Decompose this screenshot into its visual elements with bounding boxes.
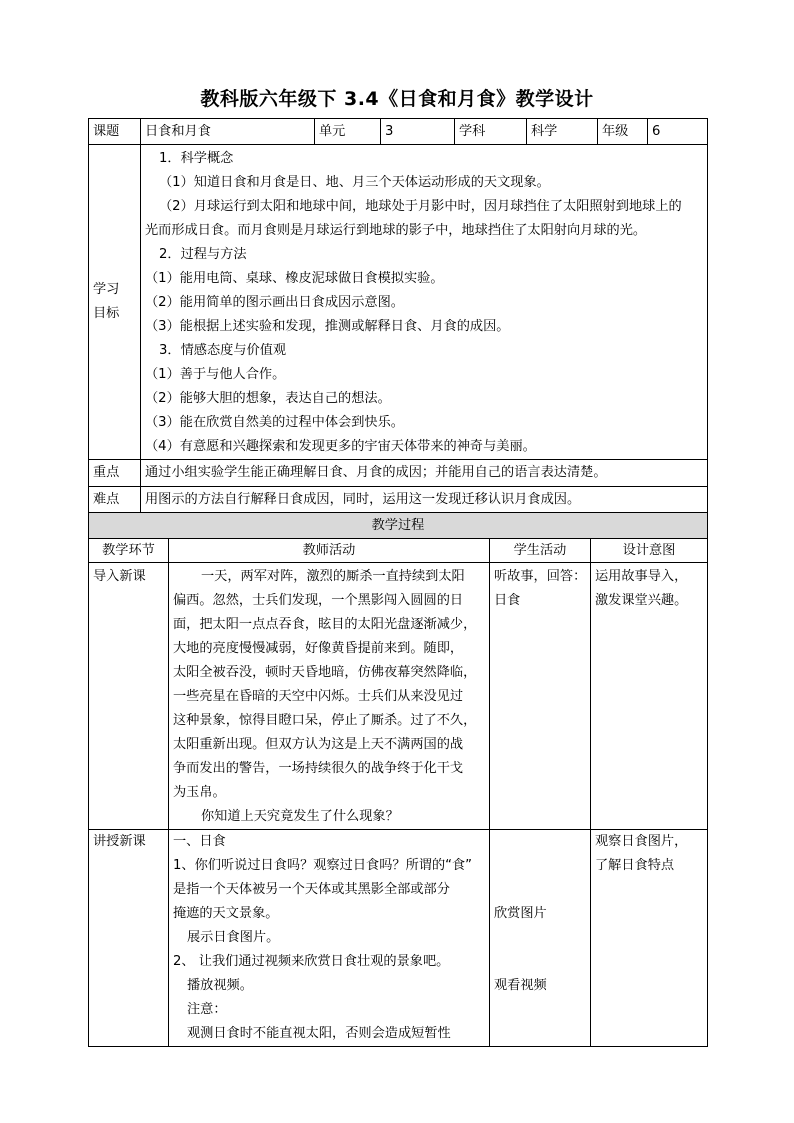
- student-line: 日食: [494, 593, 521, 608]
- intent-line: 了解日食特点: [595, 858, 675, 873]
- difficulty-text: 用图示的方法自行解释日食成因，同时，运用这一发现迁移认识月食成因。: [141, 487, 708, 514]
- teacher-line: 观测日食时不能直视太阳，否则会造成短暂性: [187, 1026, 451, 1041]
- objective-line: 2．过程与方法: [159, 247, 247, 262]
- intro-stage: [89, 563, 169, 830]
- process-header-row: [89, 539, 708, 563]
- teacher-line: 1、你们听说过日食吗？观察过日食吗？所谓的“食”: [173, 858, 472, 873]
- teacher-line: 一天，两军对阵，激烈的厮杀一直持续到太阳: [201, 569, 465, 584]
- teacher-line: 大地的亮度慢慢减弱，好像黄昏提前来到。随即，: [173, 641, 464, 656]
- unit-label: 单元: [315, 119, 381, 145]
- objective-line: （1）能用电筒、桌球、橡皮泥球做日食模拟实验。: [145, 271, 444, 286]
- teacher-line: 一些亮星在昏暗的天空中闪烁。士兵们从来没见过: [173, 689, 464, 704]
- objective-line: （2）能用简单的图示画出日食成因示意图。: [145, 295, 404, 310]
- student-line: 欣赏图片: [494, 906, 547, 921]
- teacher-line: 你知道上天究竟发生了什么现象？: [201, 809, 399, 824]
- header-intent: 设计意图: [591, 539, 708, 563]
- key-point-row: [89, 460, 708, 487]
- topic-value: 日食和月食: [141, 119, 315, 145]
- header-stage: 教学环节: [89, 539, 169, 563]
- info-table: [88, 118, 708, 514]
- objective-line: （2）月球运行到太阳和地球中间，地球处于月影中时，因月球挡住了太阳照射到地球上的: [159, 199, 682, 214]
- teacher-line: 播放视频。: [187, 978, 253, 993]
- objectives-label: [89, 145, 141, 460]
- teacher-line: 掩遮的天文景象。: [173, 906, 279, 921]
- header-student: 学生活动: [490, 539, 591, 563]
- teacher-line: 展示日食图片。: [187, 930, 280, 945]
- teach-teacher: [169, 830, 490, 1047]
- header-teacher: 教师活动: [169, 539, 490, 563]
- teacher-line: 这种景象，惊得目瞪口呆，停止了厮杀。过了不久，: [173, 713, 477, 728]
- teacher-line: 2、 让我们通过视频来欣赏日食壮观的景象吧。: [173, 954, 450, 969]
- objective-line: （1）知道日食和月食是日、地、月三个天体运动形成的天文现象。: [159, 175, 550, 190]
- teacher-line: 注意：: [187, 1002, 227, 1017]
- teacher-line: 一、日食: [173, 834, 226, 849]
- teacher-line: 为玉帛。: [173, 785, 226, 800]
- teach-intent: [591, 830, 708, 1047]
- objective-line: （3）能根据上述实验和发现，推测或解释日食、月食的成因。: [145, 319, 510, 334]
- teacher-line: 太阳全被吞没，顿时天昏地暗，仿佛夜幕突然降临，: [173, 665, 477, 680]
- intro-student: [490, 563, 591, 830]
- teach-stage-text: 讲授新课: [93, 834, 146, 849]
- teacher-line: 争而发出的警告，一场持续很久的战争终于化干戈: [173, 761, 464, 776]
- topic-label: 课题: [89, 119, 141, 145]
- grade-value: 6: [648, 119, 708, 145]
- intro-intent: [591, 563, 708, 830]
- unit-value: 3: [381, 119, 455, 145]
- subject-label: 学科: [455, 119, 527, 145]
- intent-line: 运用故事导入，: [595, 569, 688, 584]
- objective-line: 1．科学概念: [159, 151, 234, 166]
- intro-stage-text: 导入新课: [93, 569, 146, 584]
- teach-stage: [89, 830, 169, 1047]
- objective-line: 光而形成日食。而月食则是月球运行到地球的影子中，地球挡住了太阳射向月球的光。: [145, 223, 647, 238]
- intent-line: 激发课堂兴趣。: [595, 593, 688, 608]
- objective-line: （3）能在欣赏自然美的过程中体会到快乐。: [145, 415, 404, 430]
- objective-line: （4）有意愿和兴趣探索和发现更多的宇宙天体带来的神奇与美丽。: [145, 439, 536, 454]
- info-row: [89, 119, 708, 145]
- objectives-label-line: 学习: [93, 282, 120, 297]
- objectives-row: [89, 145, 708, 460]
- process-table: [88, 512, 708, 1047]
- grade-label: 年级: [598, 119, 648, 145]
- student-line: 听故事，回答：: [494, 569, 587, 584]
- process-section-title: 教学过程: [89, 513, 708, 539]
- student-line: 观看视频: [494, 978, 547, 993]
- objective-line: （2）能够大胆的想象，表达自己的想法。: [145, 391, 391, 406]
- objective-line: （1）善于与他人合作。: [145, 367, 286, 382]
- intro-teacher: [169, 563, 490, 830]
- objectives-label-line: 目标: [93, 306, 120, 321]
- difficulty-row: [89, 487, 708, 514]
- teach-row: [89, 830, 708, 1047]
- process-title-row: [89, 513, 708, 539]
- key-point-text: 通过小组实验学生能正确理解日食、月食的成因；并能用自己的语言表达清楚。: [141, 460, 708, 487]
- intent-line: 观察日食图片，: [595, 834, 688, 849]
- difficulty-label: 难点: [89, 487, 141, 514]
- teacher-line: 偏西。忽然，士兵们发现，一个黑影闯入圆圆的日: [173, 593, 464, 608]
- objectives-content: [141, 145, 708, 460]
- teach-student: [490, 830, 591, 1047]
- key-point-label: 重点: [89, 460, 141, 487]
- document-title: 教科版六年级下 3.4《日食和月食》教学设计: [200, 88, 594, 110]
- teacher-line: 是指一个天体被另一个天体或其黑影全部或部分: [173, 882, 450, 897]
- teacher-line: 太阳重新出现。但双方认为这是上天不满两国的战: [173, 737, 464, 752]
- subject-value: 科学: [527, 119, 598, 145]
- teacher-line: 面，把太阳一点点吞食，眩目的太阳光盘逐渐减少，: [173, 617, 477, 632]
- objective-line: 3．情感态度与价值观: [159, 343, 287, 358]
- intro-row: [89, 563, 708, 830]
